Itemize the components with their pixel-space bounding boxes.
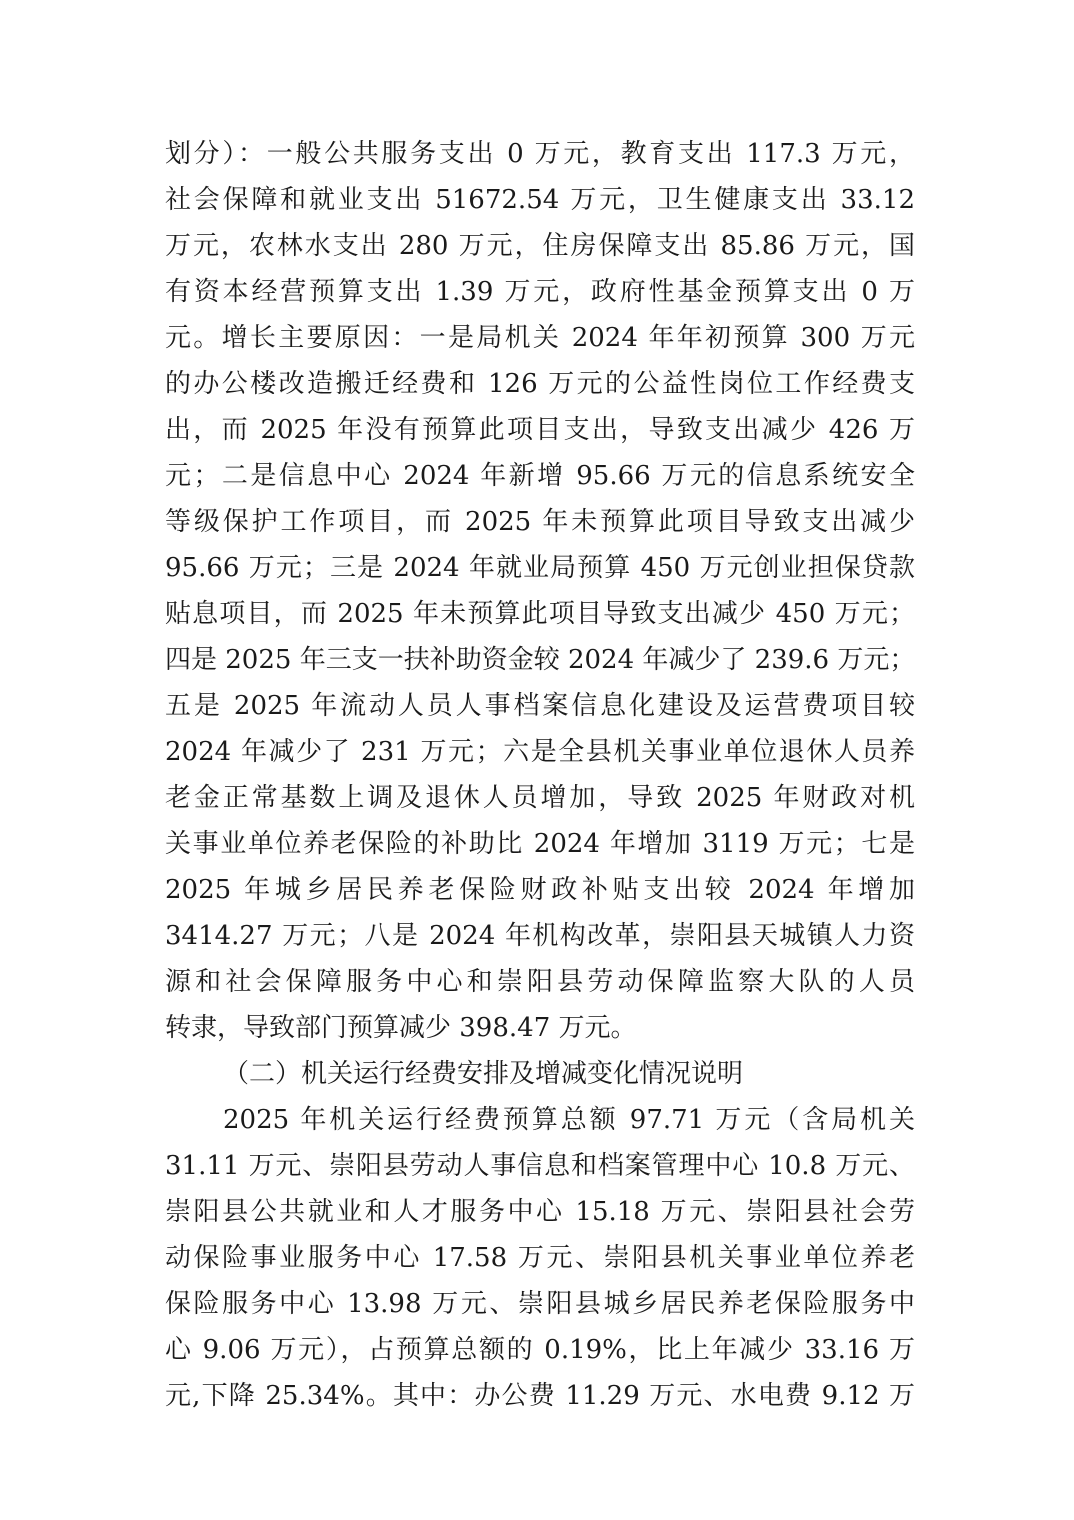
text-line: 社会保障和就业支出 51672.54 万元，卫生健康支出 33.12: [165, 185, 915, 215]
text-line: 崇阳县公共就业和人才服务中心 15.18 万元、崇阳县社会劳: [165, 1197, 915, 1227]
text-line: 的办公楼改造搬迁经费和 126 万元的公益性岗位工作经费支: [165, 369, 915, 399]
text-line: 转隶，导致部门预算减少 398.47 万元。: [165, 1013, 637, 1043]
text-line: 四是 2025 年三支一扶补助资金较 2024 年减少了 239.6 万元；: [165, 645, 916, 675]
section-heading: （二）机关运行经费安排及增减变化情况说明: [223, 1059, 744, 1089]
text-line: 源和社会保障服务中心和崇阳县劳动保障监察大队的人员: [165, 967, 915, 997]
document-body: [165, 131, 915, 1419]
text-line: 31.11 万元、崇阳县劳动人事信息和档案管理中心 10.8 万元、: [165, 1151, 915, 1181]
text-line: 等级保护工作项目，而 2025 年未预算此项目导致支出减少: [165, 507, 915, 537]
text-line: 2025 年城乡居民养老保险财政补贴支出较 2024 年增加: [165, 875, 915, 905]
text-line: 元；二是信息中心 2024 年新增 95.66 万元的信息系统安全: [165, 461, 915, 491]
text-line: 元,下降 25.34%。其中：办公费 11.29 万元、水电费 9.12 万: [165, 1381, 915, 1411]
text-line: 贴息项目，而 2025 年未预算此项目导致支出减少 450 万元；: [165, 599, 915, 629]
text-line: 3414.27 万元；八是 2024 年机构改革，崇阳县天城镇人力资: [165, 921, 915, 951]
text-line: 关事业单位养老保险的补助比 2024 年增加 3119 万元；七是: [165, 829, 915, 859]
text-line: 划分）：一般公共服务支出 0 万元，教育支出 117.3 万元，: [165, 139, 915, 169]
text-line: 动保险事业服务中心 17.58 万元、崇阳县机关事业单位养老: [165, 1243, 915, 1273]
text-line: 95.66 万元；三是 2024 年就业局预算 450 万元创业担保贷款: [165, 553, 915, 583]
paragraph-operating-expenses: [165, 1097, 915, 1419]
text-line: 2024 年减少了 231 万元；六是全县机关事业单位退休人员养: [165, 737, 915, 767]
text-line: 保险服务中心 13.98 万元、崇阳县城乡居民养老保险服务中: [165, 1289, 915, 1319]
text-line: 出，而 2025 年没有预算此项目支出，导致支出减少 426 万: [165, 415, 915, 445]
text-line: 元。增长主要原因：一是局机关 2024 年年初预算 300 万元: [165, 323, 915, 353]
paragraph-budget-changes: [165, 131, 915, 1051]
text-line: 万元，农林水支出 280 万元，住房保障支出 85.86 万元，国: [165, 231, 915, 261]
text-line: 五是 2025 年流动人员人事档案信息化建设及运营费项目较: [165, 691, 915, 721]
text-line: 心 9.06 万元），占预算总额的 0.19%，比上年减少 33.16 万: [165, 1335, 915, 1365]
text-line: 有资本经营预算支出 1.39 万元，政府性基金预算支出 0 万: [165, 277, 915, 307]
text-line: 2025 年机关运行经费预算总额 97.71 万元（含局机关: [223, 1105, 915, 1135]
text-line: 老金正常基数上调及退休人员增加，导致 2025 年财政对机: [165, 783, 915, 813]
